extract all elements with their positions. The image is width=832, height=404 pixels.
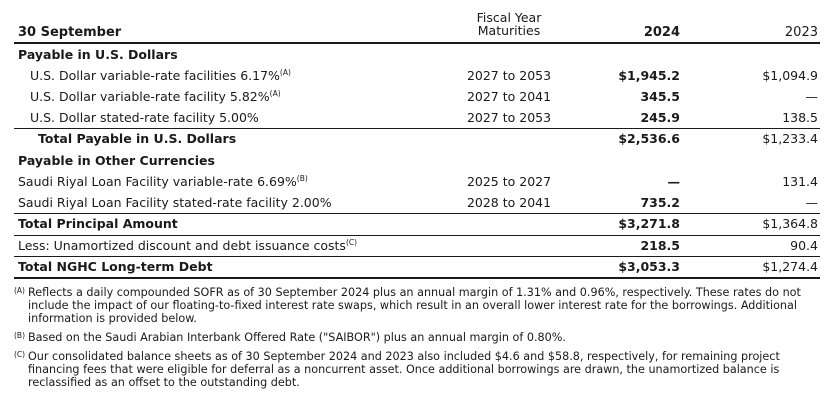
table-row bbox=[14, 193, 820, 213]
row-value-2023: — bbox=[805, 195, 818, 210]
row-value-2024: $3,271.8 bbox=[618, 216, 680, 231]
row-label: Saudi Riyal Loan Facility variable-rate 6.69%$^{(B)}$ bbox=[18, 174, 308, 189]
footnote-mark: (C) bbox=[14, 350, 26, 359]
row-label: Saudi Riyal Loan Facility stated-rate facility 2.00% bbox=[18, 195, 332, 210]
column-2024-heading: 2024 bbox=[643, 25, 680, 40]
maturities-heading-line1: Fiscal Year bbox=[476, 10, 542, 25]
footnote bbox=[14, 331, 820, 344]
row-label: Less: Unamortized discount and debt issuance costs$^{(C)}$ bbox=[18, 238, 358, 253]
row-value-2024: $2,536.6 bbox=[618, 131, 680, 146]
table-header bbox=[14, 8, 820, 44]
total-row-principal bbox=[14, 214, 820, 234]
section-heading-label: Payable in Other Currencies bbox=[18, 153, 215, 168]
maturities-heading-line2: Maturities bbox=[477, 23, 541, 38]
footnote bbox=[14, 286, 820, 325]
total-row-usd bbox=[14, 129, 820, 149]
divider-bottom bbox=[14, 277, 820, 279]
row-value-2023: 138.5 bbox=[782, 110, 818, 125]
row-value-2024: 735.2 bbox=[640, 195, 680, 210]
row-value-2024: 345.5 bbox=[640, 89, 680, 104]
table-row bbox=[14, 108, 820, 128]
row-label: Total Payable in U.S. Dollars bbox=[38, 131, 237, 146]
row-value-2023: 131.4 bbox=[782, 174, 818, 189]
row-value-2023: $1,364.8 bbox=[762, 216, 818, 231]
row-value-2023: $1,094.9 bbox=[762, 68, 818, 83]
footnotes bbox=[14, 286, 820, 395]
row-value-2023: — bbox=[805, 89, 818, 104]
table-row bbox=[14, 172, 820, 192]
row-maturity: 2027 to 2041 bbox=[466, 89, 552, 104]
row-value-2023: $1,274.4 bbox=[762, 259, 818, 274]
row-maturity: 2027 to 2053 bbox=[466, 68, 552, 83]
row-maturity: 2027 to 2053 bbox=[466, 110, 552, 125]
footnote bbox=[14, 350, 820, 389]
row-value-2023: 90.4 bbox=[790, 238, 818, 253]
footnote-text: Our consolidated balance sheets as of 30 September 2024 and 2023 also included $4.6 and $58.8, respectively, for remaining project financing fees that were eligible for deferral as a noncurrent asset. Once additional borrowings are drawn, the unamortized balance is reclassified as an offset to the outstanding debt. bbox=[28, 350, 780, 389]
row-label: U.S. Dollar variable-rate facilities 6.17%$^{(A)}$ bbox=[30, 68, 291, 83]
table-row bbox=[14, 66, 820, 86]
section-heading-label: Payable in U.S. Dollars bbox=[18, 47, 178, 62]
row-value-2023: $1,233.4 bbox=[762, 131, 818, 146]
footnote-text: Based on the Saudi Arabian Interbank Offered Rate ("SAIBOR") plus an annual margin of 0.80%. bbox=[28, 331, 566, 344]
total-row-nghc bbox=[14, 257, 820, 277]
row-value-2024: 218.5 bbox=[640, 238, 680, 253]
column-2023-heading: 2023 bbox=[784, 25, 818, 40]
section-heading-other bbox=[14, 151, 820, 171]
row-label: U.S. Dollar stated-rate facility 5.00% bbox=[30, 110, 259, 125]
row-label: U.S. Dollar variable-rate facility 5.82%$^{(A)}$ bbox=[30, 89, 281, 104]
row-label: Total Principal Amount bbox=[18, 216, 178, 231]
footnote-mark: (A) bbox=[14, 286, 25, 295]
row-maturity: 2028 to 2041 bbox=[466, 195, 552, 210]
table-row bbox=[14, 236, 820, 256]
table-row bbox=[14, 87, 820, 107]
footnote-text: Reflects a daily compounded SOFR as of 30 September 2024 plus an annual margin of 1.31% and 0.96%, respectively. These rates do not include the impact of our floating-to-fixed interest rate swaps, which result in an overall lower interest rate for the borrowings. Additional information is provided below. bbox=[28, 286, 801, 325]
row-value-2024: — bbox=[667, 174, 680, 189]
date-heading: 30 September bbox=[18, 25, 122, 40]
row-value-2024: $1,945.2 bbox=[618, 68, 680, 83]
section-heading-usd bbox=[14, 45, 820, 65]
row-value-2024: 245.9 bbox=[640, 110, 680, 125]
row-label: Total NGHC Long-term Debt bbox=[18, 259, 213, 274]
row-maturity: 2025 to 2027 bbox=[466, 174, 552, 189]
row-value-2024: $3,053.3 bbox=[618, 259, 680, 274]
footnote-mark: (B) bbox=[14, 331, 25, 340]
maturities-heading bbox=[439, 11, 579, 37]
